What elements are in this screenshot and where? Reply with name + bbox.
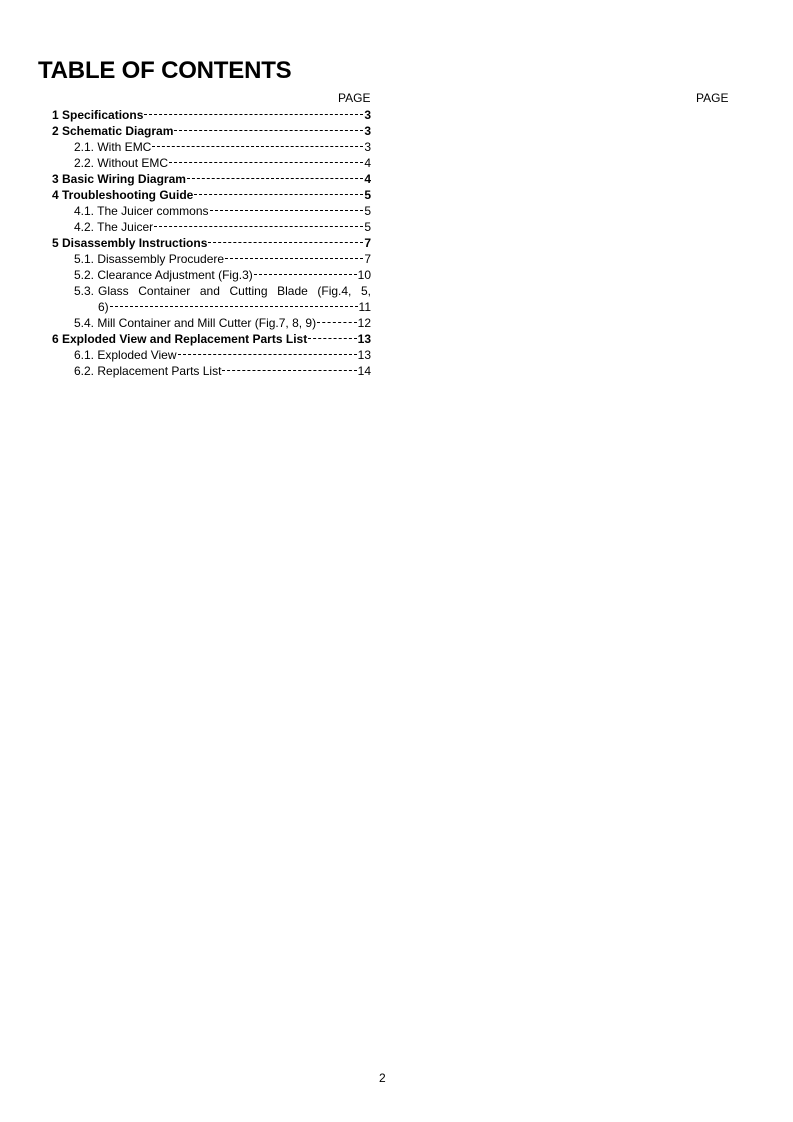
toc-entry-label: 6 Exploded View and Replacement Parts List (52, 332, 308, 346)
toc-entry-label: 1 Specifications (52, 108, 144, 122)
toc-entry-mill-container[interactable] (52, 315, 371, 331)
toc-entry-label: 4 Troubleshooting Guide (52, 188, 194, 202)
toc-entry-number: 5.3. (74, 284, 95, 298)
toc-entry-page: 5 (364, 204, 371, 218)
dot-leader (208, 242, 363, 243)
toc-entry-without-emc[interactable] (52, 155, 371, 171)
toc-entry-page: 7 (364, 252, 371, 266)
dot-leader (187, 178, 363, 179)
toc-entry-page: 4 (364, 156, 371, 170)
toc-entry-troubleshooting-guide[interactable] (52, 187, 371, 203)
toc-entry-label: 4.2. The Juicer (74, 220, 154, 234)
toc-entry-page: 5 (364, 220, 371, 234)
toc-entry-label: 6.1. Exploded View (74, 348, 177, 362)
toc-entry-label: 5.4. Mill Container and Mill Cutter (Fig.7, 8, 9) (74, 316, 317, 330)
dot-leader (174, 130, 363, 131)
toc-entry-with-emc[interactable] (52, 139, 371, 155)
toc-entry-page: 4 (364, 172, 371, 186)
dot-leader (178, 354, 357, 355)
dot-leader (194, 194, 363, 195)
dot-leader (225, 258, 363, 259)
dot-leader (222, 370, 356, 371)
toc-entry-juicer-commons[interactable] (52, 203, 371, 219)
page-title: TABLE OF CONTENTS (38, 57, 292, 84)
toc-entry-specifications[interactable] (52, 107, 371, 123)
toc-entry-continuation (98, 299, 371, 315)
dot-leader (254, 274, 357, 275)
toc-entry-schematic-diagram[interactable] (52, 123, 371, 139)
toc-entry-disassembly-procudere[interactable] (52, 251, 371, 267)
toc-entry-exploded-view-parts-list[interactable] (52, 331, 371, 347)
dot-leader (144, 114, 363, 115)
dot-leader (308, 338, 356, 339)
toc-entry-label: 2 Schematic Diagram (52, 124, 174, 138)
toc-entry-page: 10 (357, 268, 371, 282)
toc-entry-page: 5 (364, 188, 371, 202)
toc-entry-replacement-parts-list[interactable] (52, 363, 371, 379)
dot-leader (210, 210, 364, 211)
dot-leader (154, 226, 363, 227)
toc-entry-page: 12 (357, 316, 371, 330)
page-column-header-right: PAGE (696, 91, 729, 105)
toc-entry-page: 13 (357, 332, 371, 346)
toc-entry-glass-container[interactable] (52, 283, 371, 315)
toc-entry-page: 13 (357, 348, 371, 362)
dot-leader (152, 146, 363, 147)
toc-entry-label: 4.1. The Juicer commons (74, 204, 209, 218)
table-of-contents (52, 107, 371, 379)
toc-entry-label: 2.1. With EMC (74, 140, 152, 154)
toc-entry-the-juicer[interactable] (52, 219, 371, 235)
page-number: 2 (379, 1071, 386, 1085)
toc-entry-page: 7 (364, 236, 371, 250)
toc-entry-label: 6.2. Replacement Parts List (74, 364, 222, 378)
dot-leader (110, 306, 358, 307)
toc-entry-label: Glass Container and Cutting Blade (Fig.4, 5, (98, 284, 371, 298)
toc-entry-clearance-adjustment[interactable] (52, 267, 371, 283)
toc-entry-page: 3 (364, 124, 371, 138)
toc-entry-basic-wiring-diagram[interactable] (52, 171, 371, 187)
toc-entry-disassembly-instructions[interactable] (52, 235, 371, 251)
toc-entry-exploded-view[interactable] (52, 347, 371, 363)
toc-entry-label: 2.2. Without EMC (74, 156, 169, 170)
toc-entry-page: 3 (364, 108, 371, 122)
toc-entry-label: 5.1. Disassembly Procudere (74, 252, 225, 266)
dot-leader (317, 322, 357, 323)
toc-entry-page: 11 (358, 300, 371, 314)
toc-entry-label: 5.2. Clearance Adjustment (Fig.3) (74, 268, 253, 282)
toc-entry-page: 14 (357, 364, 371, 378)
toc-entry-label-continued: 6) (98, 300, 109, 314)
page-column-header: PAGE (338, 91, 371, 105)
toc-entry-page: 3 (364, 140, 371, 154)
toc-entry-label: 3 Basic Wiring Diagram (52, 172, 186, 186)
toc-entry-label: 5 Disassembly Instructions (52, 236, 208, 250)
dot-leader (169, 162, 363, 163)
